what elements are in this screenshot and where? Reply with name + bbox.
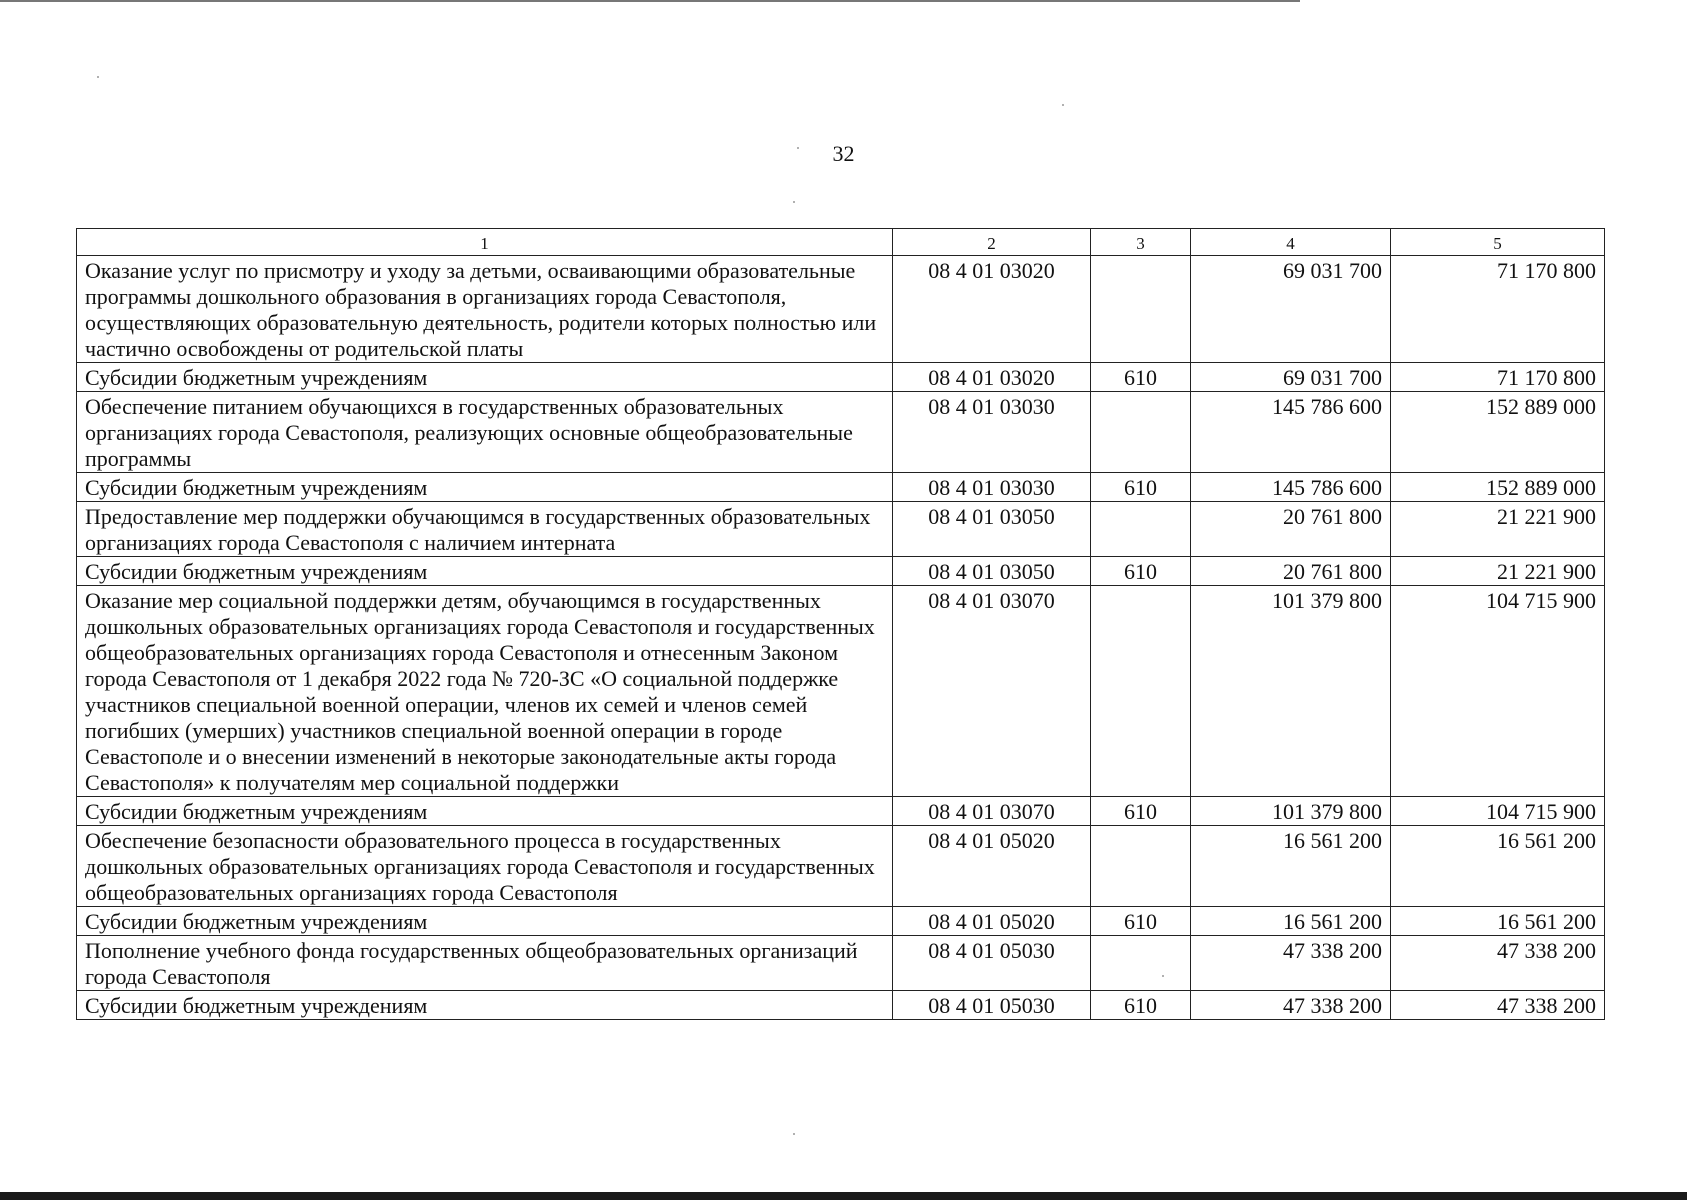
- row-sum-col5-cell: 152 889 000: [1391, 473, 1605, 502]
- row-name-cell: Обеспечение безопасности образовательного процесса в государственных дошкольных образовательных организациях города Севастополя и государственных общеобразовательных организациях города Севастополя: [77, 826, 893, 907]
- row-name-cell: Пополнение учебного фонда государственных общеобразовательных организаций города Севастополя: [77, 936, 893, 991]
- scan-speck: [97, 76, 99, 78]
- row-code-cell: 08 4 01 03070: [893, 797, 1091, 826]
- row-code-cell: 08 4 01 03050: [893, 502, 1091, 557]
- row-code-cell: 08 4 01 03070: [893, 586, 1091, 797]
- table-row: [77, 936, 1605, 991]
- row-sum-col4-cell: 69 031 700: [1191, 256, 1391, 363]
- row-sum-col4-cell: 101 379 800: [1191, 797, 1391, 826]
- row-code-cell: 08 4 01 05020: [893, 826, 1091, 907]
- row-sum-col4-cell: 47 338 200: [1191, 936, 1391, 991]
- row-type-cell: 610: [1091, 557, 1191, 586]
- row-sum-col4-cell: 145 786 600: [1191, 392, 1391, 473]
- column-header-4: 4: [1191, 229, 1391, 256]
- table-body: [77, 256, 1605, 1020]
- table-header-row: [77, 229, 1605, 256]
- row-type-cell: [1091, 826, 1191, 907]
- row-code-cell: 08 4 01 03020: [893, 363, 1091, 392]
- row-name-cell: Субсидии бюджетным учреждениям: [77, 991, 893, 1020]
- row-type-cell: [1091, 936, 1191, 991]
- table-row: [77, 826, 1605, 907]
- scan-speck: [793, 201, 795, 203]
- row-code-cell: 08 4 01 05030: [893, 991, 1091, 1020]
- scan-speck: [797, 147, 799, 149]
- row-sum-col4-cell: 101 379 800: [1191, 586, 1391, 797]
- row-type-cell: [1091, 392, 1191, 473]
- row-name-cell: Субсидии бюджетным учреждениям: [77, 473, 893, 502]
- table-row: [77, 991, 1605, 1020]
- row-sum-col5-cell: 47 338 200: [1391, 936, 1605, 991]
- row-sum-col5-cell: 16 561 200: [1391, 826, 1605, 907]
- row-code-cell: 08 4 01 03030: [893, 392, 1091, 473]
- row-name-cell: Оказание мер социальной поддержки детям, обучающимся в государственных дошкольных образовательных организациях города Севастополя и государственных общеобразовательных организациях города Севастополя и отнесенным Законом города Севастополя от 1 декабря 2022 года № 720-ЗС «О социальной поддержке участников специальной военной операции, членов их семей и членов семей погибших (умерших) участников специальной военной операции в городе Севастополе и о внесении изменений в некоторые законодательные акты города Севастополя» к получателям мер социальной поддержки: [77, 586, 893, 797]
- column-header-5: 5: [1391, 229, 1605, 256]
- table-row: [77, 557, 1605, 586]
- scan-speck: [793, 1133, 795, 1135]
- table-row: [77, 473, 1605, 502]
- table-row: [77, 586, 1605, 797]
- row-sum-col5-cell: 104 715 900: [1391, 586, 1605, 797]
- row-sum-col5-cell: 71 170 800: [1391, 256, 1605, 363]
- row-sum-col5-cell: 21 221 900: [1391, 502, 1605, 557]
- row-sum-col4-cell: 47 338 200: [1191, 991, 1391, 1020]
- table-row: [77, 907, 1605, 936]
- row-type-cell: [1091, 256, 1191, 363]
- column-header-1: 1: [77, 229, 893, 256]
- row-code-cell: 08 4 01 05020: [893, 907, 1091, 936]
- row-code-cell: 08 4 01 03030: [893, 473, 1091, 502]
- row-sum-col4-cell: 69 031 700: [1191, 363, 1391, 392]
- row-name-cell: Предоставление мер поддержки обучающимся в государственных образовательных организациях города Севастополя с наличием интерната: [77, 502, 893, 557]
- row-type-cell: 610: [1091, 363, 1191, 392]
- row-name-cell: Субсидии бюджетным учреждениям: [77, 797, 893, 826]
- table-row: [77, 256, 1605, 363]
- column-header-3: 3: [1091, 229, 1191, 256]
- row-type-cell: 610: [1091, 797, 1191, 826]
- scan-top-edge: [0, 0, 1300, 2]
- row-type-cell: 610: [1091, 991, 1191, 1020]
- row-code-cell: 08 4 01 03050: [893, 557, 1091, 586]
- scan-speck: [1162, 975, 1164, 977]
- row-code-cell: 08 4 01 03020: [893, 256, 1091, 363]
- page-number: 32: [832, 141, 855, 166]
- row-sum-col5-cell: 16 561 200: [1391, 907, 1605, 936]
- row-name-cell: Субсидии бюджетным учреждениям: [77, 557, 893, 586]
- row-sum-col5-cell: 21 221 900: [1391, 557, 1605, 586]
- row-sum-col4-cell: 16 561 200: [1191, 826, 1391, 907]
- row-type-cell: [1091, 586, 1191, 797]
- scan-speck: [1062, 104, 1064, 106]
- column-header-2: 2: [893, 229, 1091, 256]
- row-type-cell: 610: [1091, 473, 1191, 502]
- row-sum-col4-cell: 16 561 200: [1191, 907, 1391, 936]
- row-sum-col5-cell: 152 889 000: [1391, 392, 1605, 473]
- row-name-cell: Оказание услуг по присмотру и уходу за детьми, осваивающими образовательные программы дошкольного образования в организациях города Севастополя, осуществляющих образовательную деятельность, родители которых полностью или частично освобождены от родительской платы: [77, 256, 893, 363]
- row-type-cell: 610: [1091, 907, 1191, 936]
- table-row: [77, 392, 1605, 473]
- row-name-cell: Субсидии бюджетным учреждениям: [77, 907, 893, 936]
- table-row: [77, 502, 1605, 557]
- row-code-cell: 08 4 01 05030: [893, 936, 1091, 991]
- row-sum-col5-cell: 47 338 200: [1391, 991, 1605, 1020]
- budget-table: [76, 228, 1605, 1020]
- row-sum-col5-cell: 71 170 800: [1391, 363, 1605, 392]
- scan-bottom-edge: [0, 1192, 1687, 1200]
- row-sum-col4-cell: 145 786 600: [1191, 473, 1391, 502]
- row-sum-col4-cell: 20 761 800: [1191, 557, 1391, 586]
- row-name-cell: Обеспечение питанием обучающихся в государственных образовательных организациях города Севастополя, реализующих основные общеобразовательные программы: [77, 392, 893, 473]
- row-sum-col4-cell: 20 761 800: [1191, 502, 1391, 557]
- table-row: [77, 797, 1605, 826]
- row-name-cell: Субсидии бюджетным учреждениям: [77, 363, 893, 392]
- row-sum-col5-cell: 104 715 900: [1391, 797, 1605, 826]
- row-type-cell: [1091, 502, 1191, 557]
- table-row: [77, 363, 1605, 392]
